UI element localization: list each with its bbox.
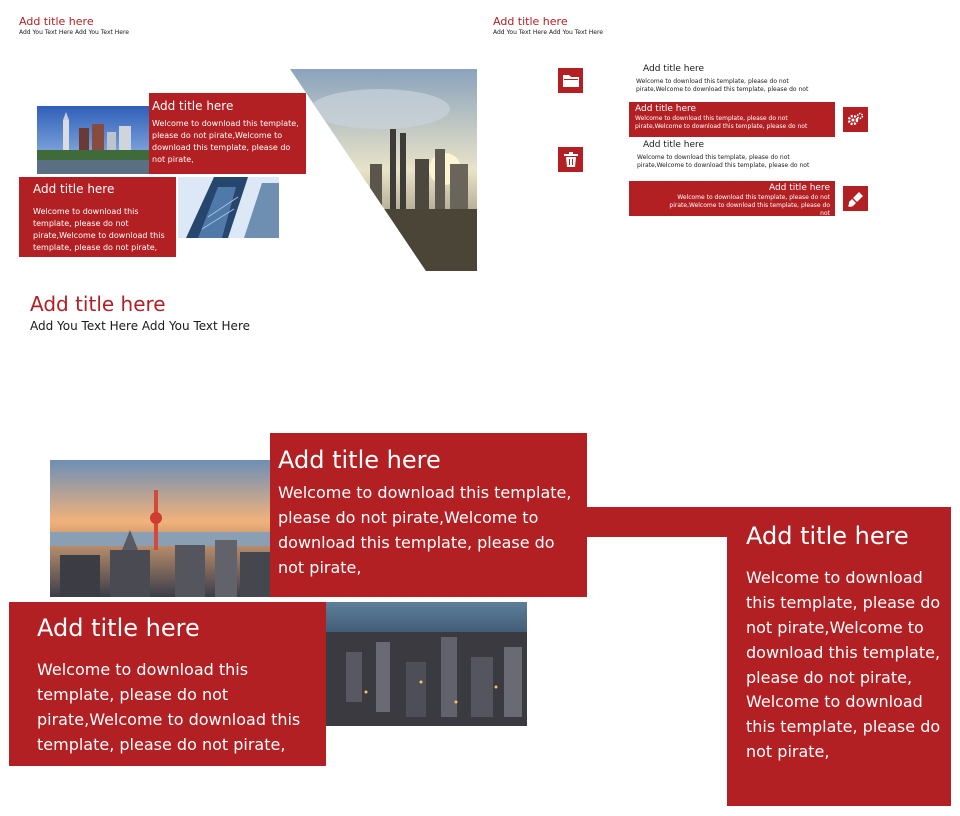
slide2-item2-body: Welcome to download this template, please do not pirate,Welcome to download this template, please do not [635,115,808,131]
slide1-card1-title: Add title here [152,99,234,113]
slide1-card1 [149,93,306,174]
slide3-card1 [270,433,587,597]
slide2-item3-title: Add title here [643,140,705,150]
brush-icon[interactable] [843,186,868,211]
slide1-title: Add title here [19,15,94,28]
slide3-card3 [727,507,951,806]
slide2-item1 [629,64,835,94]
slide1-card2-body: Welcome to download this template, please do not pirate,Welcome to download this template, please do not pirate, [33,207,165,252]
slide1-card1-body: Welcome to download this template, please do not pirate,Welcome to download this template, please do not pirate, [152,119,299,164]
gears-icon[interactable] [843,107,868,132]
building-photo-glass [178,177,279,238]
slide3-card1-body: Welcome to download this template, please do not pirate,Welcome to download this template, please do not pirate, [278,483,572,577]
slide2-item3 [629,140,835,170]
slide2-item4-body: Welcome to download this template, please do not pirate,Welcome to download this template, please do not [669,194,830,218]
slide3-card2 [9,602,326,766]
slide1-subtitle: Add You Text Here Add You Text Here [19,29,129,36]
slide2-item2-title: Add title here [635,104,697,114]
slide2-item1-title: Add title here [643,64,705,74]
slide3-title: Add title here [30,292,166,316]
slide2-item2 [629,102,835,137]
slide2-item3-body: Welcome to download this template, please do not pirate,Welcome to download this template, please do not [637,154,810,170]
city-photo-aerial [50,460,272,597]
city-photo-night [326,602,527,726]
skyline-photo-sunset [290,69,477,271]
slide1-card2 [19,177,176,257]
connector-band [587,507,727,537]
slide2-title: Add title here [493,15,568,28]
slide2-item4-title: Add title here [768,183,830,193]
slide3-card3-body: Welcome to download this template, please do not pirate,Welcome to download this template, please do not pirate, Welcome to download this template, please do not pirate, [746,568,941,761]
trash-icon[interactable] [558,147,583,172]
slide3-card2-title: Add title here [37,614,200,642]
slide3-subtitle: Add You Text Here Add You Text Here [30,319,250,333]
slide2-item4 [629,181,835,216]
folder-icon[interactable] [558,68,583,93]
slide3-card1-title: Add title here [278,446,441,474]
slide2-item1-body: Welcome to download this template, please do not pirate,Welcome to download this template, please do not [636,78,809,94]
city-photo-capitol [37,106,149,174]
slide3-card2-body: Welcome to download this template, please do not pirate,Welcome to download this template, please do not pirate, [37,660,301,754]
slide2-subtitle: Add You Text Here Add You Text Here [493,29,603,36]
slide1-card2-title: Add title here [33,182,115,196]
slide3-card3-title: Add title here [746,522,909,550]
